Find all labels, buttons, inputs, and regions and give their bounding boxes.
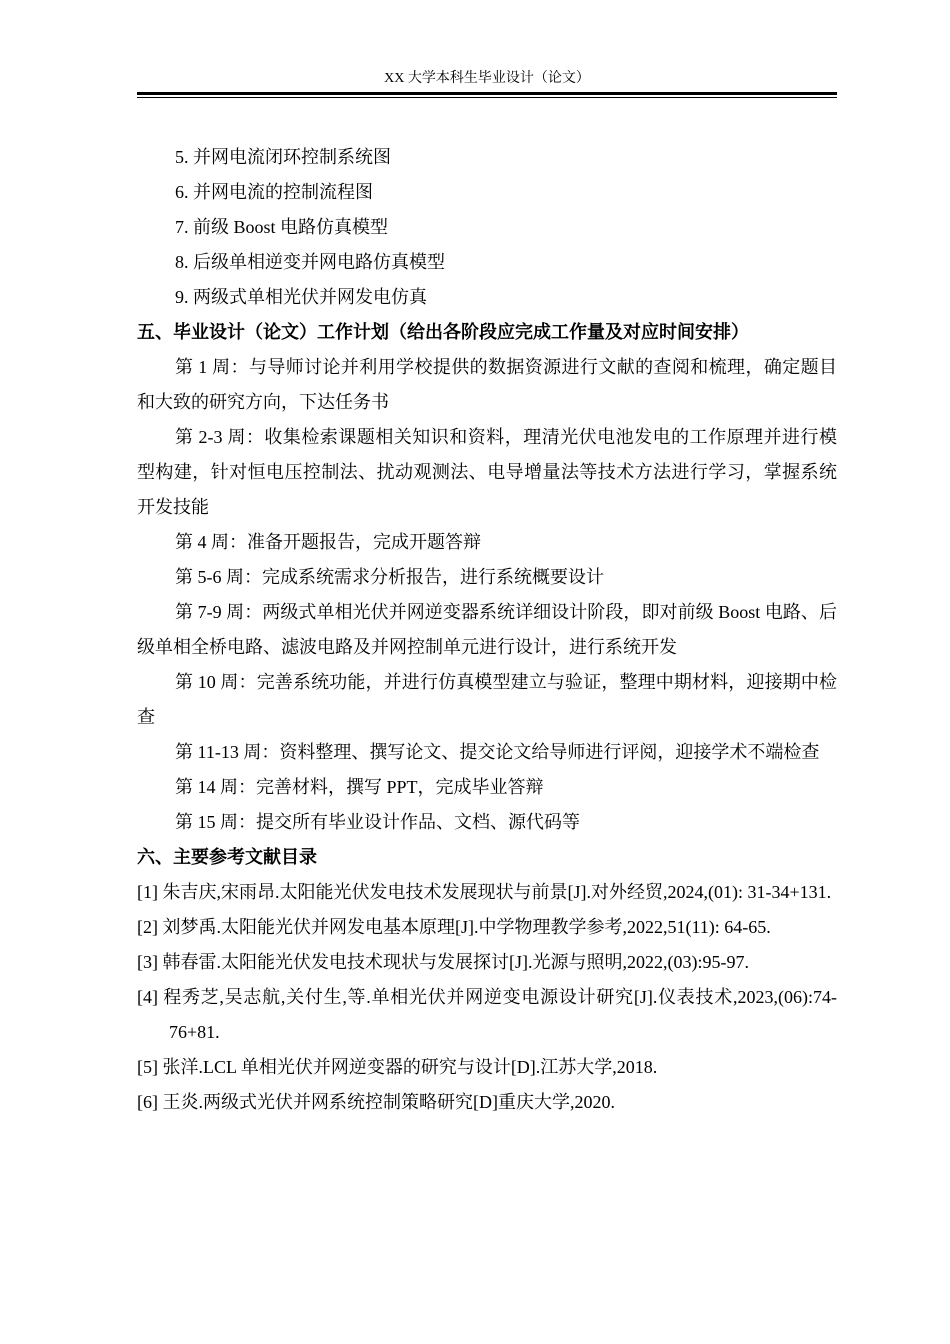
- list-item: 6. 并网电流的控制流程图: [175, 182, 373, 202]
- week-paragraph: 第 1 周：与导师讨论并利用学校提供的数据资源进行文献的查阅和梳理，确定题目和大致的研究方向，下达任务书: [137, 357, 837, 412]
- reference-item: [3] 韩春雷.太阳能光伏发电技术现状与发展探讨[J].光源与照明,2022,(03):95-97.: [137, 952, 749, 972]
- list-item: 9. 两级式单相光伏并网发电仿真: [175, 287, 427, 307]
- reference-item: [1] 朱吉庆,宋雨昂.太阳能光伏发电技术发展现状与前景[J].对外经贸,2024,(01): 31-34+131.: [137, 882, 832, 902]
- week-paragraph: 第 7-9 周：两级式单相光伏并网逆变器系统详细设计阶段，即对前级 Boost 电路、后级单相全桥电路、滤波电路及并网控制单元进行设计，进行系统开发: [137, 602, 837, 657]
- week-paragraph: 第 15 周：提交所有毕业设计作品、文档、源代码等: [175, 812, 580, 832]
- list-item: 5. 并网电流闭环控制系统图: [175, 147, 391, 167]
- reference-item: [5] 张洋.LCL 单相光伏并网逆变器的研究与设计[D].江苏大学,2018.: [137, 1057, 658, 1077]
- list-item: 7. 前级 Boost 电路仿真模型: [175, 217, 389, 237]
- week-paragraph: 第 10 周：完善系统功能，并进行仿真模型建立与验证，整理中期材料，迎接期中检查: [137, 672, 837, 727]
- week-paragraph: 第 2-3 周：收集检索课题相关知识和资料，理清光伏电池发电的工作原理并进行模型构建，针对恒电压控制法、扰动观测法、电导增量法等技术方法进行学习，掌握系统开发技能: [137, 427, 837, 517]
- page-content: [137, 140, 837, 1120]
- section-heading-references: 六、主要参考文献目录: [137, 847, 317, 867]
- header-rule-thick: [137, 92, 837, 95]
- reference-item: [2] 刘梦禹.太阳能光伏并网发电基本原理[J].中学物理教学参考,2022,51(11): 64-65.: [137, 917, 771, 937]
- header-rule-thin: [137, 97, 837, 98]
- list-item: 8. 后级单相逆变并网电路仿真模型: [175, 252, 445, 272]
- page-header: XX 大学本科生毕业设计（论文）: [384, 71, 590, 86]
- week-paragraph: 第 14 周：完善材料，撰写 PPT，完成毕业答辩: [175, 777, 544, 797]
- week-paragraph: 第 4 周：准备开题报告，完成开题答辩: [175, 532, 481, 552]
- week-paragraph: 第 5-6 周：完成系统需求分析报告，进行系统概要设计: [175, 567, 604, 587]
- section-heading-work-plan: 五、毕业设计（论文）工作计划（给出各阶段应完成工作量及对应时间安排）: [137, 322, 749, 342]
- week-paragraph: 第 11-13 周：资料整理、撰写论文、提交论文给导师进行评阅，迎接学术不端检查: [175, 742, 820, 762]
- reference-item: [4] 程秀芝,吴志航,关付生,等.单相光伏并网逆变电源设计研究[J].仪表技术,2023,(06):74-76+81.: [137, 987, 837, 1042]
- reference-item: [6] 王炎.两级式光伏并网系统控制策略研究[D]重庆大学,2020.: [137, 1092, 615, 1112]
